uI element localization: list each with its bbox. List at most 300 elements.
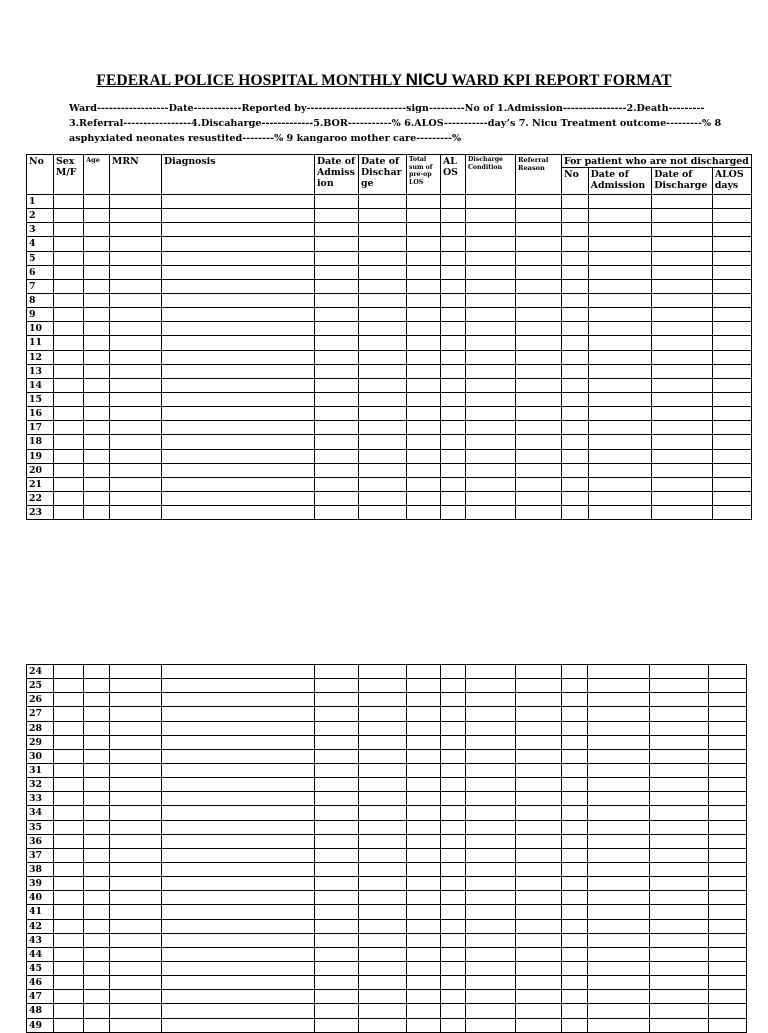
table-cell[interactable] [162, 1018, 315, 1032]
table-cell[interactable] [84, 336, 110, 350]
table-cell[interactable] [84, 947, 110, 961]
table-cell[interactable] [588, 308, 652, 322]
table-cell[interactable] [84, 891, 110, 905]
table-cell[interactable] [516, 1018, 562, 1032]
table-cell[interactable] [315, 749, 359, 763]
table-cell[interactable] [54, 209, 84, 223]
table-cell[interactable] [162, 477, 315, 491]
table-cell[interactable] [516, 195, 562, 209]
table-cell[interactable] [407, 848, 441, 862]
table-cell[interactable] [516, 364, 562, 378]
table-cell[interactable] [466, 308, 516, 322]
table-cell[interactable] [466, 905, 516, 919]
table-cell[interactable] [162, 491, 315, 505]
table-cell[interactable] [588, 350, 652, 364]
table-cell[interactable] [359, 947, 407, 961]
table-cell[interactable] [441, 947, 466, 961]
table-cell[interactable] [712, 195, 751, 209]
table-cell[interactable] [650, 976, 709, 990]
table-cell[interactable] [110, 665, 162, 679]
table-cell[interactable] [359, 421, 407, 435]
table-cell[interactable] [110, 721, 162, 735]
table-cell[interactable] [441, 792, 466, 806]
table-cell[interactable] [709, 961, 747, 975]
table-cell[interactable] [84, 195, 110, 209]
table-cell[interactable] [466, 834, 516, 848]
table-cell[interactable] [110, 463, 162, 477]
table-cell[interactable] [650, 806, 709, 820]
table-cell[interactable] [516, 251, 562, 265]
table-cell[interactable] [54, 322, 84, 336]
table-cell[interactable] [516, 679, 562, 693]
table-cell[interactable] [588, 293, 652, 307]
table-cell[interactable] [650, 1018, 709, 1032]
table-cell[interactable] [466, 279, 516, 293]
table-cell[interactable] [588, 820, 650, 834]
table-cell[interactable] [441, 933, 466, 947]
table-cell[interactable] [315, 862, 359, 876]
table-cell[interactable] [84, 435, 110, 449]
table-cell[interactable] [315, 209, 359, 223]
table-cell[interactable] [709, 806, 747, 820]
table-cell[interactable] [588, 679, 650, 693]
table-cell[interactable] [709, 792, 747, 806]
table-cell[interactable] [712, 322, 751, 336]
table-cell[interactable] [84, 293, 110, 307]
table-cell[interactable] [315, 237, 359, 251]
table-cell[interactable] [359, 905, 407, 919]
table-cell[interactable] [466, 848, 516, 862]
table-cell[interactable] [588, 491, 652, 505]
table-cell[interactable] [588, 421, 652, 435]
table-cell[interactable] [709, 693, 747, 707]
table-cell[interactable] [516, 237, 562, 251]
table-cell[interactable] [466, 665, 516, 679]
table-cell[interactable] [162, 449, 315, 463]
table-cell[interactable] [110, 707, 162, 721]
table-cell[interactable] [359, 933, 407, 947]
table-cell[interactable] [709, 721, 747, 735]
table-cell[interactable] [110, 435, 162, 449]
table-cell[interactable] [84, 665, 110, 679]
table-cell[interactable] [562, 862, 588, 876]
table-cell[interactable] [54, 1004, 84, 1018]
table-cell[interactable] [407, 763, 441, 777]
table-cell[interactable] [84, 491, 110, 505]
table-cell[interactable] [315, 933, 359, 947]
table-cell[interactable] [315, 891, 359, 905]
table-cell[interactable] [110, 735, 162, 749]
table-cell[interactable] [562, 877, 588, 891]
table-cell[interactable] [162, 251, 315, 265]
table-cell[interactable] [441, 237, 466, 251]
table-cell[interactable] [466, 707, 516, 721]
table-cell[interactable] [315, 463, 359, 477]
table-cell[interactable] [652, 378, 713, 392]
table-cell[interactable] [359, 336, 407, 350]
table-cell[interactable] [315, 735, 359, 749]
table-cell[interactable] [712, 491, 751, 505]
table-cell[interactable] [466, 378, 516, 392]
table-cell[interactable] [84, 407, 110, 421]
table-cell[interactable] [54, 990, 84, 1004]
table-cell[interactable] [54, 392, 84, 406]
table-cell[interactable] [315, 806, 359, 820]
table-cell[interactable] [516, 279, 562, 293]
table-cell[interactable] [110, 407, 162, 421]
table-cell[interactable] [54, 279, 84, 293]
table-cell[interactable] [709, 749, 747, 763]
table-cell[interactable] [650, 707, 709, 721]
table-cell[interactable] [588, 506, 652, 520]
table-cell[interactable] [84, 364, 110, 378]
table-cell[interactable] [562, 463, 589, 477]
table-cell[interactable] [650, 990, 709, 1004]
table-cell[interactable] [441, 477, 466, 491]
table-cell[interactable] [359, 322, 407, 336]
table-cell[interactable] [54, 735, 84, 749]
table-cell[interactable] [588, 265, 652, 279]
table-cell[interactable] [466, 693, 516, 707]
table-cell[interactable] [588, 435, 652, 449]
table-cell[interactable] [466, 223, 516, 237]
table-cell[interactable] [652, 336, 713, 350]
table-cell[interactable] [588, 990, 650, 1004]
table-cell[interactable] [84, 223, 110, 237]
table-cell[interactable] [359, 877, 407, 891]
table-cell[interactable] [315, 364, 359, 378]
table-cell[interactable] [162, 392, 315, 406]
table-cell[interactable] [466, 990, 516, 1004]
table-cell[interactable] [588, 735, 650, 749]
table-cell[interactable] [562, 990, 588, 1004]
table-cell[interactable] [516, 763, 562, 777]
table-cell[interactable] [466, 1018, 516, 1032]
table-cell[interactable] [441, 308, 466, 322]
table-cell[interactable] [516, 905, 562, 919]
table-cell[interactable] [162, 763, 315, 777]
table-cell[interactable] [709, 665, 747, 679]
table-cell[interactable] [709, 990, 747, 1004]
table-cell[interactable] [588, 947, 650, 961]
table-cell[interactable] [562, 806, 588, 820]
table-cell[interactable] [84, 961, 110, 975]
table-cell[interactable] [650, 749, 709, 763]
table-cell[interactable] [441, 378, 466, 392]
table-cell[interactable] [441, 1018, 466, 1032]
table-cell[interactable] [562, 919, 588, 933]
table-cell[interactable] [562, 308, 589, 322]
table-cell[interactable] [588, 778, 650, 792]
table-cell[interactable] [562, 506, 589, 520]
table-cell[interactable] [162, 336, 315, 350]
table-cell[interactable] [110, 933, 162, 947]
table-cell[interactable] [407, 834, 441, 848]
table-cell[interactable] [652, 265, 713, 279]
table-cell[interactable] [162, 693, 315, 707]
table-cell[interactable] [562, 293, 589, 307]
table-cell[interactable] [110, 364, 162, 378]
table-cell[interactable] [441, 265, 466, 279]
table-cell[interactable] [712, 209, 751, 223]
table-cell[interactable] [407, 707, 441, 721]
table-cell[interactable] [84, 862, 110, 876]
table-cell[interactable] [315, 905, 359, 919]
table-cell[interactable] [562, 279, 589, 293]
table-cell[interactable] [54, 407, 84, 421]
table-cell[interactable] [562, 336, 589, 350]
table-cell[interactable] [54, 237, 84, 251]
table-cell[interactable] [359, 976, 407, 990]
table-cell[interactable] [407, 735, 441, 749]
table-cell[interactable] [359, 463, 407, 477]
table-cell[interactable] [315, 350, 359, 364]
table-cell[interactable] [162, 322, 315, 336]
table-cell[interactable] [588, 463, 652, 477]
table-cell[interactable] [84, 463, 110, 477]
table-cell[interactable] [466, 265, 516, 279]
table-cell[interactable] [588, 862, 650, 876]
table-cell[interactable] [315, 336, 359, 350]
table-cell[interactable] [407, 209, 441, 223]
table-cell[interactable] [162, 350, 315, 364]
table-cell[interactable] [441, 223, 466, 237]
table-cell[interactable] [588, 721, 650, 735]
table-cell[interactable] [441, 350, 466, 364]
table-cell[interactable] [315, 976, 359, 990]
table-cell[interactable] [650, 778, 709, 792]
table-cell[interactable] [315, 378, 359, 392]
table-cell[interactable] [162, 806, 315, 820]
table-cell[interactable] [84, 251, 110, 265]
table-cell[interactable] [588, 477, 652, 491]
table-cell[interactable] [162, 862, 315, 876]
table-cell[interactable] [110, 265, 162, 279]
table-cell[interactable] [359, 763, 407, 777]
table-cell[interactable] [652, 322, 713, 336]
table-cell[interactable] [359, 378, 407, 392]
table-cell[interactable] [407, 665, 441, 679]
table-cell[interactable] [516, 990, 562, 1004]
table-cell[interactable] [54, 792, 84, 806]
table-cell[interactable] [359, 792, 407, 806]
table-cell[interactable] [359, 820, 407, 834]
table-cell[interactable] [84, 279, 110, 293]
table-cell[interactable] [441, 919, 466, 933]
table-cell[interactable] [54, 891, 84, 905]
table-cell[interactable] [110, 693, 162, 707]
table-cell[interactable] [359, 862, 407, 876]
table-cell[interactable] [407, 463, 441, 477]
table-cell[interactable] [588, 891, 650, 905]
table-cell[interactable] [516, 265, 562, 279]
table-cell[interactable] [441, 251, 466, 265]
table-cell[interactable] [516, 293, 562, 307]
table-cell[interactable] [712, 237, 751, 251]
table-cell[interactable] [562, 749, 588, 763]
table-cell[interactable] [516, 877, 562, 891]
table-cell[interactable] [110, 195, 162, 209]
table-cell[interactable] [84, 735, 110, 749]
table-cell[interactable] [315, 947, 359, 961]
table-cell[interactable] [650, 1004, 709, 1018]
table-cell[interactable] [84, 1004, 110, 1018]
table-cell[interactable] [407, 877, 441, 891]
table-cell[interactable] [466, 293, 516, 307]
table-cell[interactable] [712, 449, 751, 463]
table-cell[interactable] [516, 806, 562, 820]
table-cell[interactable] [110, 251, 162, 265]
table-cell[interactable] [588, 933, 650, 947]
table-cell[interactable] [359, 778, 407, 792]
table-cell[interactable] [407, 778, 441, 792]
table-cell[interactable] [466, 1004, 516, 1018]
table-cell[interactable] [441, 834, 466, 848]
table-cell[interactable] [441, 848, 466, 862]
table-cell[interactable] [359, 891, 407, 905]
table-cell[interactable] [359, 506, 407, 520]
table-cell[interactable] [709, 862, 747, 876]
table-cell[interactable] [516, 506, 562, 520]
table-cell[interactable] [162, 778, 315, 792]
table-cell[interactable] [84, 990, 110, 1004]
table-cell[interactable] [516, 933, 562, 947]
table-cell[interactable] [562, 976, 588, 990]
table-cell[interactable] [588, 806, 650, 820]
table-cell[interactable] [110, 378, 162, 392]
table-cell[interactable] [588, 1018, 650, 1032]
table-cell[interactable] [516, 848, 562, 862]
table-cell[interactable] [54, 265, 84, 279]
table-cell[interactable] [562, 378, 589, 392]
table-cell[interactable] [516, 862, 562, 876]
table-cell[interactable] [466, 237, 516, 251]
table-cell[interactable] [54, 806, 84, 820]
table-cell[interactable] [441, 763, 466, 777]
table-cell[interactable] [562, 679, 588, 693]
table-cell[interactable] [441, 421, 466, 435]
table-cell[interactable] [54, 749, 84, 763]
table-cell[interactable] [162, 990, 315, 1004]
table-cell[interactable] [516, 223, 562, 237]
table-cell[interactable] [315, 721, 359, 735]
table-cell[interactable] [466, 209, 516, 223]
table-cell[interactable] [588, 364, 652, 378]
table-cell[interactable] [562, 891, 588, 905]
table-cell[interactable] [466, 820, 516, 834]
table-cell[interactable] [110, 392, 162, 406]
table-cell[interactable] [315, 919, 359, 933]
table-cell[interactable] [441, 905, 466, 919]
table-cell[interactable] [712, 364, 751, 378]
table-cell[interactable] [562, 407, 589, 421]
table-cell[interactable] [712, 477, 751, 491]
table-cell[interactable] [516, 834, 562, 848]
table-cell[interactable] [516, 820, 562, 834]
table-cell[interactable] [562, 1004, 588, 1018]
table-cell[interactable] [588, 209, 652, 223]
table-cell[interactable] [466, 251, 516, 265]
table-cell[interactable] [709, 976, 747, 990]
table-cell[interactable] [315, 449, 359, 463]
table-cell[interactable] [84, 707, 110, 721]
table-cell[interactable] [407, 435, 441, 449]
table-cell[interactable] [54, 721, 84, 735]
table-cell[interactable] [588, 223, 652, 237]
table-cell[interactable] [110, 350, 162, 364]
table-cell[interactable] [516, 947, 562, 961]
table-cell[interactable] [562, 364, 589, 378]
table-cell[interactable] [562, 237, 589, 251]
table-cell[interactable] [516, 735, 562, 749]
table-cell[interactable] [650, 792, 709, 806]
table-cell[interactable] [441, 735, 466, 749]
table-cell[interactable] [466, 891, 516, 905]
table-cell[interactable] [652, 477, 713, 491]
table-cell[interactable] [441, 195, 466, 209]
table-cell[interactable] [54, 763, 84, 777]
table-cell[interactable] [359, 679, 407, 693]
table-cell[interactable] [84, 905, 110, 919]
table-cell[interactable] [466, 336, 516, 350]
table-cell[interactable] [652, 392, 713, 406]
table-cell[interactable] [110, 1004, 162, 1018]
table-cell[interactable] [562, 707, 588, 721]
table-cell[interactable] [466, 721, 516, 735]
table-cell[interactable] [441, 721, 466, 735]
table-cell[interactable] [110, 806, 162, 820]
table-cell[interactable] [359, 251, 407, 265]
table-cell[interactable] [709, 848, 747, 862]
table-cell[interactable] [516, 378, 562, 392]
table-cell[interactable] [359, 707, 407, 721]
table-cell[interactable] [359, 834, 407, 848]
table-cell[interactable] [407, 407, 441, 421]
table-cell[interactable] [359, 407, 407, 421]
table-cell[interactable] [652, 279, 713, 293]
table-cell[interactable] [466, 919, 516, 933]
table-cell[interactable] [652, 364, 713, 378]
table-cell[interactable] [516, 463, 562, 477]
table-cell[interactable] [407, 223, 441, 237]
table-cell[interactable] [359, 491, 407, 505]
table-cell[interactable] [54, 919, 84, 933]
table-cell[interactable] [54, 848, 84, 862]
table-cell[interactable] [54, 693, 84, 707]
table-cell[interactable] [84, 421, 110, 435]
table-cell[interactable] [359, 1004, 407, 1018]
table-cell[interactable] [712, 251, 751, 265]
table-cell[interactable] [516, 491, 562, 505]
table-cell[interactable] [84, 976, 110, 990]
table-cell[interactable] [466, 763, 516, 777]
table-cell[interactable] [162, 749, 315, 763]
table-cell[interactable] [84, 933, 110, 947]
table-cell[interactable] [712, 392, 751, 406]
table-cell[interactable] [84, 308, 110, 322]
table-cell[interactable] [466, 506, 516, 520]
table-cell[interactable] [84, 477, 110, 491]
table-cell[interactable] [650, 834, 709, 848]
table-cell[interactable] [712, 279, 751, 293]
table-cell[interactable] [315, 392, 359, 406]
table-cell[interactable] [407, 279, 441, 293]
table-cell[interactable] [315, 848, 359, 862]
table-cell[interactable] [562, 665, 588, 679]
table-cell[interactable] [466, 477, 516, 491]
table-cell[interactable] [588, 392, 652, 406]
table-cell[interactable] [84, 721, 110, 735]
